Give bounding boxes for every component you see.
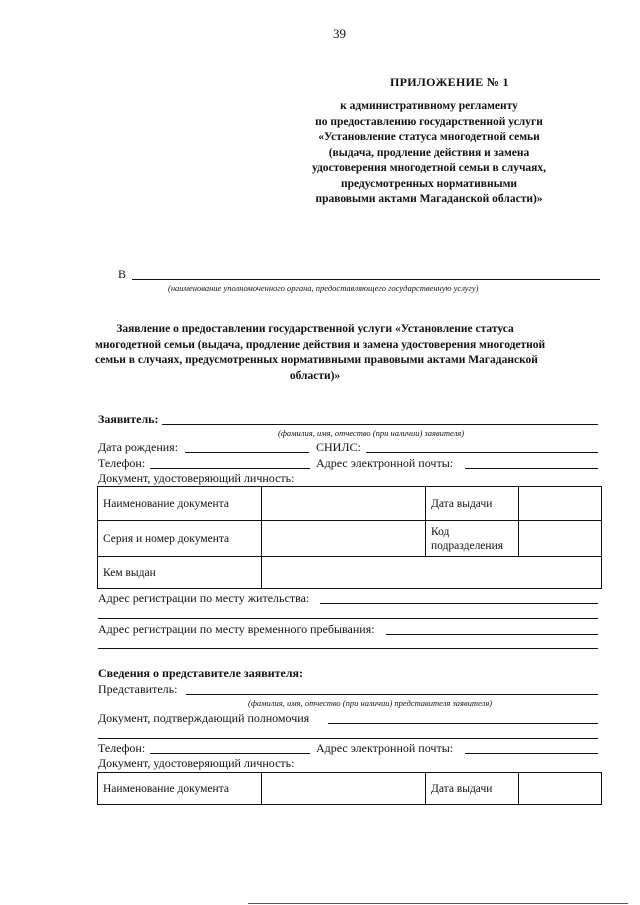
doc-name-field[interactable]	[262, 487, 426, 521]
division-code-line: подразделения	[431, 539, 504, 552]
series-number-label: Серия и номер документа	[98, 521, 262, 557]
rep-issue-date-label: Дата выдачи	[426, 773, 519, 805]
appendix-subtitle-line: предусмотренных нормативными	[340, 177, 518, 190]
reg-address-label: Адрес регистрации по месту жительства:	[98, 591, 310, 605]
appendix-subtitle-line: удостоверения многодетной семьи в случаях,	[311, 162, 547, 174]
appendix-subtitle	[300, 99, 558, 208]
division-code-label	[426, 521, 519, 557]
appendix-subtitle-line: по предоставлению государственной услуги	[315, 115, 543, 128]
applicant-label: Заявитель:	[98, 412, 159, 426]
recipient-caption: (наименование уполномоченного органа, предоставляющего государственную услугу)	[168, 283, 479, 293]
representative-caption: (фамилия, имя, отчество (при наличии) представителя заявителя)	[248, 698, 493, 708]
temp-address-field-2[interactable]	[98, 648, 598, 649]
representative-name-field[interactable]	[186, 694, 598, 695]
reg-address-field[interactable]	[320, 603, 598, 604]
table-row	[98, 521, 602, 557]
table-row	[98, 773, 602, 805]
issue-date-field[interactable]	[519, 487, 602, 521]
rep-doc-name-field[interactable]	[262, 773, 426, 805]
authority-document-label: Документ, подтверждающий полномочия	[98, 711, 310, 725]
rep-email-field[interactable]	[465, 753, 598, 754]
representative-id-document-table	[97, 772, 602, 805]
applicant-caption: (фамилия, имя, отчество (при наличии) заявителя)	[278, 428, 465, 438]
doc-name-label: Наименование документа	[98, 487, 262, 521]
recipient-prefix: В	[118, 267, 127, 281]
email-field[interactable]	[465, 468, 598, 469]
temp-address-field[interactable]	[386, 634, 598, 635]
issued-by-label: Кем выдан	[98, 557, 262, 589]
statement-title-line: семьи в случаях, предусмотренных нормативными правовыми актами Магаданской	[95, 354, 538, 366]
appendix-subtitle-line: правовыми актами Магаданской области)»	[315, 193, 543, 205]
birth-date-field[interactable]	[185, 452, 309, 453]
appendix-subtitle-line: (выдача, продление действия и замена	[328, 146, 530, 159]
snils-label: СНИЛС:	[316, 440, 361, 454]
rep-phone-label: Телефон:	[98, 741, 146, 755]
division-code-field[interactable]	[519, 521, 602, 557]
rep-doc-name-label: Наименование документа	[98, 773, 262, 805]
statement-title-line: многодетной семьи (выдача, продление действия и замена удостоверения многодетной	[95, 338, 546, 351]
rep-email-label: Адрес электронной почты:	[316, 741, 454, 755]
phone-label: Телефон:	[98, 456, 146, 470]
issue-date-label: Дата выдачи	[426, 487, 519, 521]
appendix-title: ПРИЛОЖЕНИЕ № 1	[390, 75, 509, 89]
table-row	[98, 557, 602, 589]
statement-title-line: области)»	[289, 369, 341, 382]
rep-phone-field[interactable]	[150, 753, 310, 754]
rep-id-document-label: Документ, удостоверяющий личность:	[98, 756, 295, 770]
representative-label: Представитель:	[98, 682, 178, 696]
authority-document-field-2[interactable]	[98, 738, 598, 739]
appendix-subtitle-line: «Установление статуса многодетной семьи	[318, 131, 540, 143]
authority-document-field[interactable]	[328, 723, 598, 724]
statement-title	[95, 322, 546, 384]
bottom-edge-line	[248, 903, 628, 904]
snils-field[interactable]	[366, 452, 598, 453]
issued-by-field[interactable]	[262, 557, 602, 589]
rep-issue-date-field[interactable]	[519, 773, 602, 805]
birth-date-label: Дата рождения:	[98, 440, 179, 454]
phone-field[interactable]	[150, 468, 310, 469]
division-code-line: Код	[431, 525, 450, 538]
appendix-subtitle-line: к административному регламенту	[340, 100, 518, 112]
id-document-label: Документ, удостоверяющий личность:	[98, 471, 295, 485]
representative-section-title: Сведения о представителе заявителя:	[98, 666, 304, 680]
recipient-field[interactable]	[132, 279, 600, 280]
applicant-id-document-table	[97, 486, 602, 589]
page-number: 39	[333, 26, 346, 41]
applicant-name-field[interactable]	[162, 424, 598, 425]
statement-title-line: Заявление о предоставлении государственной услуги «Установление статуса	[116, 323, 514, 335]
table-row	[98, 487, 602, 521]
temp-address-label: Адрес регистрации по месту временного пребывания:	[98, 622, 375, 636]
series-number-field[interactable]	[262, 521, 426, 557]
reg-address-field-2[interactable]	[98, 618, 598, 619]
email-label: Адрес электронной почты:	[316, 456, 454, 470]
